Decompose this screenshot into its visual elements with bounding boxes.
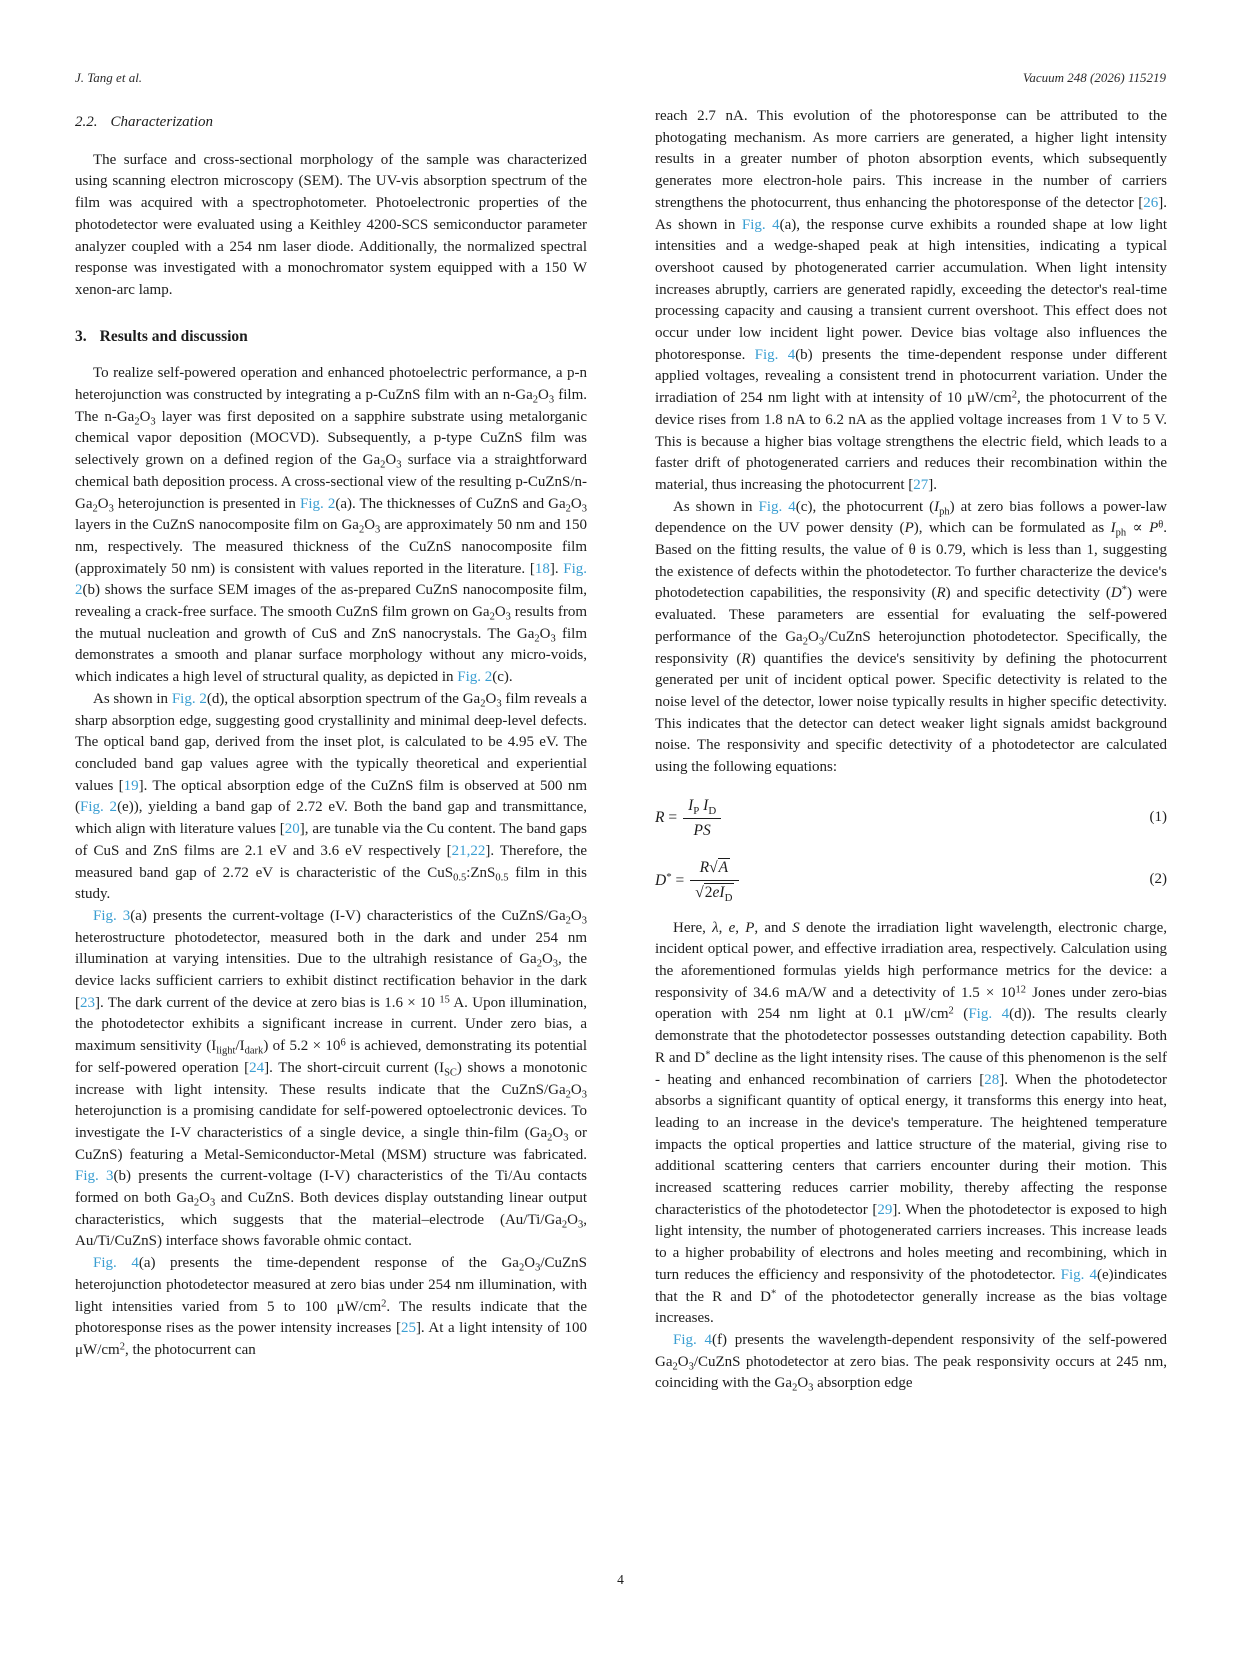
figure-reference-link[interactable]: Fig. 2 [299, 495, 336, 512]
paragraph-results-7: Here, λ, e, P, and S denote the irradiation light wavelength, electronic charge, incident optical power, and effective irradiation area, respectively. Calculation using the aforementioned formulas yields high performance metrics for the device: a responsivity of 34.6 mA/W and a detectivity of $1.5 \times 10^{12}$ Jones under zero-bias operation with 254 nm light at 0.1 $\mu W/cm^2$ (Fig. 4(d)). The results clearly demonstrate that the photodetector possesses outstanding detection capability. Both R and D* decline as the light intensity rises. The cause of this phenomenon is the self - heating and enhanced recombination of carriers [28]. When the photodetector absorbs a significant quantity of optical energy, it transforms this energy into heat, leading to an increase in the device's temperature. The heightened temperature impacts the optical properties and lattice structure of the material, giving rise to additional scattering centers that carriers encounter during their motion. This increased scattering reduces carrier mobility, thereby affecting the response characteristics of the photodetector [29]. When the photodetector is exposed to high light intensity, the number of photogenerated carriers increases. This increase leads to a higher probability of electrons and holes meeting and recombining, which in turn reduces the efficiency and responsivity of the photodetector. Fig. 4(e)indicates that the R and D* of the photodetector generally increase as the bias voltage increases. [655, 919, 1167, 1327]
citation-link[interactable]: 18 [534, 560, 550, 577]
citation-link[interactable]: 23 [80, 994, 95, 1011]
figure-reference-link[interactable]: Fig. 3 [75, 1168, 114, 1185]
fraction-denominator: PS [683, 818, 721, 842]
fraction-numerator: $I_P$ $I_D$ [688, 796, 717, 817]
figure-reference-link[interactable]: Fig. 3 [93, 907, 131, 924]
figure-reference-link[interactable]: Fig. 4 [754, 346, 796, 363]
equation-lhs: D* = [655, 870, 685, 889]
figure-reference-link[interactable]: Fig. 2 [457, 669, 493, 686]
equation-number: (1) [1149, 809, 1167, 826]
column-right [655, 106, 1167, 1395]
fraction-numerator: R√A [699, 859, 729, 877]
figure-reference-link[interactable]: Fig. 4 [673, 1331, 713, 1348]
fraction [683, 795, 721, 841]
citation-link[interactable]: 26 [1143, 194, 1159, 211]
paragraph-results-3: Fig. 3(a) presents the current-voltage (I-V) characteristics of the CuZnS/$Ga_2O_3$ heterostructure photodetector, measured both in the dark and under 254 nm illumination at varying intensities. Due to the ultrahigh resistance of $Ga_2O_3$, the device lacks sufficient carriers to exhibit distinct rectification behavior in the dark [23]. The dark current of the device at zero bias is 1.6 × 10 $^{15}$ A. Upon illumination, the photodetector exhibits a significant increase in current. Under zero bias, a maximum sensitivity $(I_{light}/I_{dark})$ of $5.2 \times 10^6$ is achieved, demonstrating its potential for self-powered operation [24]. The short-circuit current $(I_{SC})$ shows a monotonic increase with light intensity. These results indicate that the CuZnS/$Ga_2O_3$ heterojunction is a promising candidate for self-powered optoelectronic devices. To investigate the I-V characteristics of a single device, a single thin-film ($Ga_2O_3$ or CuZnS) featuring a Metal-Semiconductor-Metal (MSM) structure was fabricated. Fig. 3(b) presents the current-voltage (I-V) characteristics of the Ti/Au contacts formed on both $Ga_2O_3$ and CuZnS. Both devices display outstanding linear output characteristics, which suggests that the material–electrode ($Au/Ti/Ga_2O_3$, Au/Ti/CuZnS) interface shows favorable ohmic contact. [75, 907, 588, 1250]
column-left [75, 106, 587, 1362]
citation-link[interactable]: 27 [913, 476, 929, 493]
citation-link[interactable]: 19 [123, 777, 139, 794]
section-title: Characterization [110, 114, 214, 130]
figure-reference-link[interactable]: Fig. 2 [80, 799, 118, 816]
fraction-denominator [690, 880, 739, 904]
citation-link[interactable]: 25 [400, 1320, 416, 1337]
header-authors: J. Tang et al. [75, 70, 143, 85]
section-number: 3. [75, 327, 87, 345]
paragraph-results-8: Fig. 4(f) presents the wavelength-dependent responsivity of the self-powered $Ga_2O_3$/CuZnS photodetector at zero bias. The peak responsivity occurs at 245 nm, coinciding with the $Ga_2O_3$ absorption edge [655, 1331, 1167, 1395]
citation-link[interactable]: 28 [984, 1071, 1000, 1088]
figure-reference-link[interactable]: Fig. 2 [75, 560, 587, 599]
paragraph-characterization: The surface and cross-sectional morphology of the sample was characterized using scanning electron microscopy (SEM). The UV-vis absorption spectrum of the film was acquired with a spectrophotometer. Photoelectronic properties of the photodetector were evaluated using a Keithley 4200-SCS semiconductor parameter analyzer coupled with a 254 nm laser diode. Additionally, the normalized spectral response was investigated with a monochromator system equipped with a 150 W xenon-arc lamp. [75, 151, 587, 298]
paragraph-results-5: reach 2.7 nA. This evolution of the photoresponse can be attributed to the photogating mechanism. As more carriers are generated, a higher light intensity results in a greater number of photon absorption events, which subsequently generates more electron-hole pairs. This increase in the number of carriers strengthens the photocurrent, thus enhancing the photoresponse of the detector [26]. As shown in Fig. 4(a), the response curve exhibits a rounded shape at low light intensities and a wedge-shaped peak at high intensities, indicating a typical overshoot caused by photogenerated carrier accumulation. When light intensity increases abruptly, carriers are generated rapidly, exceeding the detector's real-time processing capacity and causing a transient current overshoot. This effect does not occur under low incident light power. Device bias voltage also influences the photoresponse. Fig. 4(b) presents the time-dependent response under different applied voltages, revealing a consistent trend in photocurrent variation. Under the irradiation of 254 nm light with at intensity of 10 $\mu W/cm^2$, the photocurrent of the device rises from 1.8 nA to 6.2 nA as the applied voltage increases from 1 V to 5 V. This is because a higher bias voltage strengthens the electric field, which leads to a faster drift of photogenerated carriers and reduces their recombination within the material, thus increasing the photocurrent [27]. [655, 108, 1167, 493]
sqrt-radical: $√2eI_D$ [695, 883, 733, 904]
sqrt-radical: √A [709, 859, 729, 877]
paragraph-results-6: As shown in Fig. 4(c), the photocurrent $(I_{ph})$ at zero bias follows a power-law dependence on the UV power density (P), which can be formulated as $I_{ph} \propto P^\theta$. Based on the fitting results, the value of θ is 0.79, which is less than 1, suggesting the existence of defects within the photodetector. To further characterize the device's photodetection capabilities, the responsivity (R) and specific detectivity (D*) were evaluated. These parameters are essential for evaluating the self-powered performance of the $Ga_2O_3$/CuZnS heterojunction photodetector. Specifically, the responsivity (R) quantifies the device's sensitivity by defining the photocurrent generated per unit of incident optical power. Specific detectivity is related to the noise level of the detector, lower noise typically results in higher specific detectivity. This indicates that the detector can detect weaker light signals amidst background noise. The responsivity and specific detectivity of a photodetector are calculated using the following equations: [655, 498, 1168, 776]
paragraph-results-1: To realize self-powered operation and enhanced photoelectric performance, a p-n heterojunction was constructed by integrating a p-CuZnS film with an $n-Ga_2O_3$ film. The $n-Ga_2O_3$ layer was first deposited on a sapphire substrate using metalorganic chemical vapor deposition (MOCVD). Subsequently, a p-type CuZnS film was selectively grown on a defined region of the $Ga_2O_3$ surface via a straightforward chemical bath deposition process. A cross-sectional view of the resulting $p-CuZnS/n-Ga_2O_3$ heterojunction is presented in Fig. 2(a). The thicknesses of CuZnS and $Ga_2O_3$ layers in the CuZnS nanocomposite film on $Ga_2O_3$ are approximately 50 nm and 150 nm, respectively. The measured thickness of the CuZnS nanocomposite film (approximately 50 nm) is consistent with values reported in the literature. [18]. Fig. 2(b) shows the surface SEM images of the as-prepared CuZnS nanocomposite film, revealing a crack-free surface. The smooth CuZnS film grown on $Ga_2O_3$ results from the mutual nucleation and growth of CuS and ZnS nanocrystals. The $Ga_2O_3$ film demonstrates a smooth and planar surface morphology without any micro-voids, which indicates a high level of structural quality, as depicted in Fig. 2(c). [75, 365, 588, 686]
figure-reference-link[interactable]: Fig. 2 [171, 690, 207, 707]
section-heading-3 [75, 326, 587, 348]
citation-link[interactable]: 29 [877, 1201, 893, 1218]
figure-reference-link[interactable]: Fig. 4 [1060, 1266, 1098, 1283]
section-title: Results and discussion [99, 327, 248, 345]
section-number: 2.2. [75, 114, 98, 130]
paragraph-results-2: As shown in Fig. 2(d), the optical absorption spectrum of the $Ga_2O_3$ film reveals a sharp absorption edge, suggesting good crystallinity and minimal deep-level defects. The optical band gap, derived from the inset plot, is calculated to be 4.95 eV. The concluded band gap values agree with the typically theoretical and experiential values [19]. The optical absorption edge of the CuZnS film is observed at 500 nm (Fig. 2(e)), yielding a band gap of 2.72 eV. Both the band gap and transmittance, which align with literature values [20], are tunable via the Cu content. The band gaps of CuS and ZnS films are 2.1 eV and 3.6 eV respectively [21,22]. Therefore, the measured band gap of 2.72 eV is characteristic of the CuS$_{0.5}$:ZnS$_{0.5}$ film in this study. [75, 690, 588, 903]
citation-link[interactable]: 24 [249, 1059, 265, 1076]
header-journal: Vacuum 248 (2026) 115219 [1022, 70, 1166, 85]
equation-lhs: R = [655, 809, 678, 827]
fraction [690, 857, 739, 903]
running-head [75, 70, 1166, 86]
figure-reference-link[interactable]: Fig. 4 [968, 1006, 1010, 1023]
figure-reference-link[interactable]: Fig. 4 [93, 1255, 139, 1272]
page-number: 4 [617, 1572, 624, 1587]
citation-link[interactable]: 21,22 [451, 842, 486, 859]
equation-1 [655, 795, 1167, 841]
paragraph-results-4: Fig. 4(a) presents the time-dependent response of the $Ga_2O_3$/CuZnS heterojunction photodetector measured at zero bias under 254 nm illumination, with light intensities varied from 5 to 100 $\mu W/cm^2$. The results indicate that the photoresponse rises as the power intensity increases [25]. At a light intensity of 100 $\mu W/cm^2$, the photocurrent can [75, 1255, 588, 1358]
equation-number: (2) [1149, 871, 1167, 888]
figure-reference-link[interactable]: Fig. 4 [741, 216, 780, 233]
equation-2 [655, 857, 1167, 903]
figure-reference-link[interactable]: Fig. 4 [758, 498, 796, 515]
section-heading-2-2 [75, 112, 587, 134]
citation-link[interactable]: 20 [284, 821, 300, 838]
